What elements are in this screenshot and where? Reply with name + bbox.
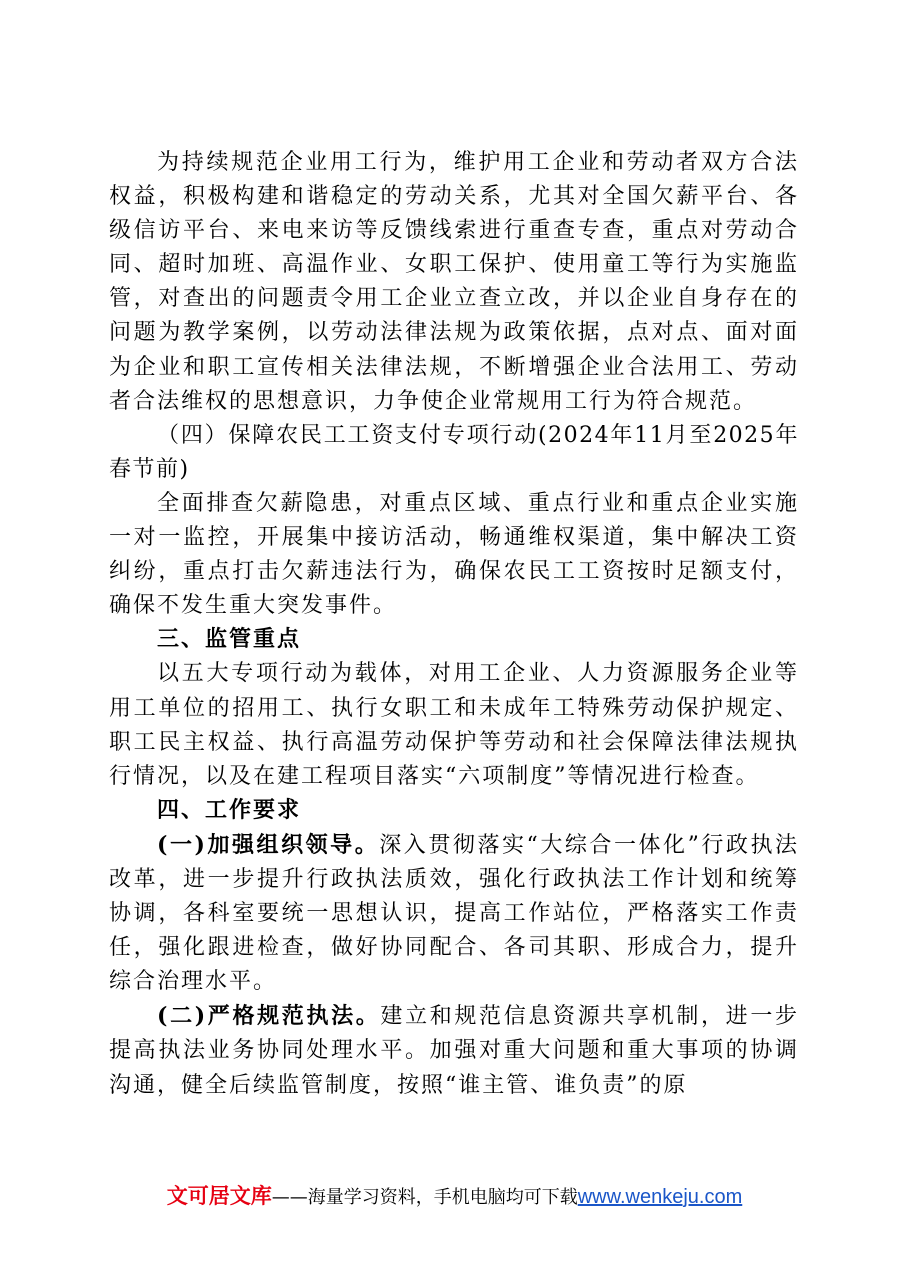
document-body [109, 146, 799, 1103]
paragraph-body-4 [109, 828, 799, 999]
section-heading-supervision-focus: 三、监管重点 [157, 627, 302, 653]
paragraph-body-2: 全面排查欠薪隐患，对重点区域、重点行业和重点企业实施一对一监控，开展集中接访活动，畅通维权渠道，集中解决工资纠纷，重点打击欠薪违法行为，确保农民工工资按时足额支付，确保不发生重大突发事件。 [109, 490, 799, 619]
sub-heading-wage-action: （四）保障农民工工资支付专项行动(2024年11月至2025年春节前) [109, 422, 799, 482]
paragraph-body-1: 为持续规范企业用工行为，维护用工企业和劳动者双方合法权益，积极构建和谐稳定的劳动关系，尤其对全国欠薪平台、各级信访平台、来电来访等反馈线索进行重查专查，重点对劳动合同、超时加班、高温作业、女职工保护、使用童工等行为实施监管，对查出的问题责令用工企业立查立改，并以企业自身存在的问题为教学案例，以劳动法律法规为政策依据，点对点、面对面为企业和职工宣传相关法律法规，不断增强企业合法用工、劳动者合法维权的思想意识，力争使企业常规用工行为符合规范。 [109, 150, 799, 414]
footer-slogan: ——海量学习资料，手机电脑均可下载 [271, 1187, 578, 1208]
footer-brand: 文可居文库 [166, 1184, 272, 1208]
section-heading-work-requirements: 四、工作要求 [157, 797, 302, 823]
footer-watermark [0, 1183, 909, 1211]
paragraph-body-3: 以五大专项行动为载体，对用工企业、人力资源服务企业等用工单位的招用工、执行女职工和未成年工特殊劳动保护规定、职工民主权益、执行高温劳动保护等劳动和社会保障法律法规执行情况，以及在建工程项目落实“六项制度”等情况进行检查。 [109, 661, 799, 789]
paragraph-body-5 [109, 999, 799, 1102]
paragraph-lead-organization: (一)加强组织领导。 [157, 831, 380, 858]
paragraph-text-organization: 深入贯彻落实“大综合一体化”行政执法改革，进一步提升行政执法质效，强化行政执法工作计划和统筹协调，各科室要统一思想认识，提高工作站位，严格落实工作责任，强化跟进检查，做好协同配合、各司其职、形成合力，提升综合治理水平。 [109, 832, 799, 995]
paragraph-lead-enforcement: (二)严格规范执法。 [157, 1003, 381, 1030]
paragraph-text-enforcement: 建立和规范信息资源共享机制，进一步提高执法业务协同处理水平。加强对重大问题和重大事项的协调沟通，健全后续监管制度，按照“谁主管、谁负责”的原 [109, 1004, 799, 1098]
footer-site-link[interactable]: www.wenkeju.com [577, 1186, 743, 1208]
